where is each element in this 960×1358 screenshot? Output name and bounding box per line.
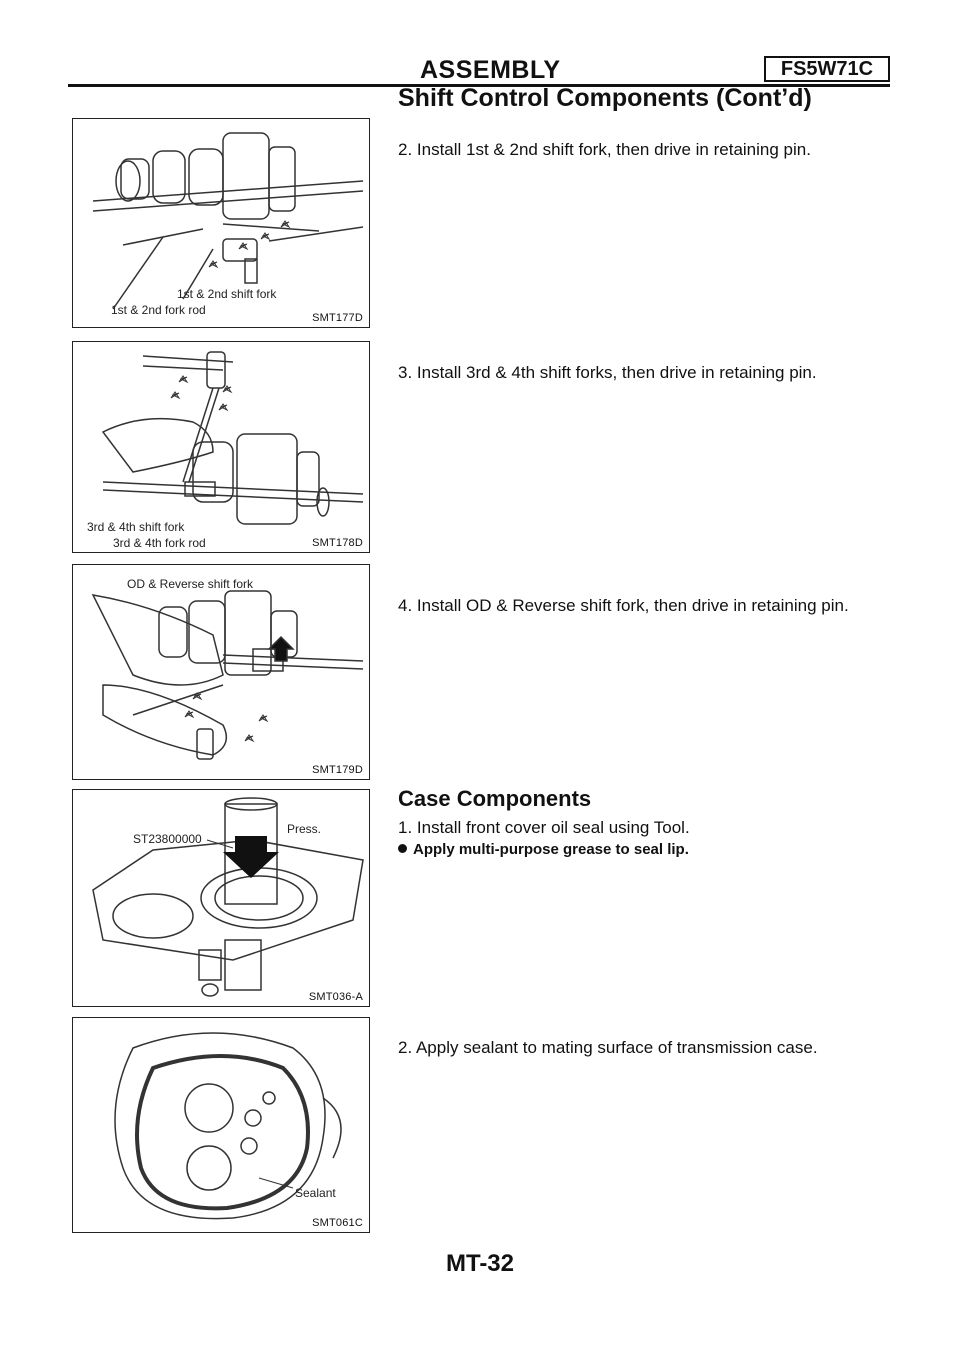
figure-label: Sealant bbox=[295, 1186, 336, 1200]
bullet-note bbox=[398, 841, 689, 858]
figure-label: 1st & 2nd fork rod bbox=[111, 303, 206, 317]
step-text: 2. Apply sealant to mating surface of transmission case. bbox=[398, 1038, 818, 1057]
figure-smt178d bbox=[72, 341, 370, 553]
step-text: 2. Install 1st & 2nd shift fork, then drive in retaining pin. bbox=[398, 140, 811, 159]
bullet-text: Apply multi-purpose grease to seal lip. bbox=[413, 841, 689, 858]
figure-smt179d bbox=[72, 564, 370, 780]
figure-code: SMT036-A bbox=[308, 991, 363, 1003]
section-header-title: ASSEMBLY bbox=[420, 56, 561, 84]
front-cover-seal-illustration bbox=[73, 790, 370, 1007]
section-title-case-components: Case Components bbox=[398, 786, 592, 811]
bullet-icon bbox=[398, 844, 407, 853]
figure-smt036-a bbox=[72, 789, 370, 1007]
figure-code: SMT178D bbox=[312, 537, 363, 549]
transmission-case-sealant-illustration bbox=[73, 1018, 370, 1233]
figure-code: SMT177D bbox=[312, 312, 363, 324]
step-text: 3. Install 3rd & 4th shift forks, then drive in retaining pin. bbox=[398, 363, 817, 382]
page-subtitle: Shift Control Components (Cont’d) bbox=[398, 84, 812, 112]
page-number: MT-32 bbox=[445, 1250, 514, 1277]
figure-code: SMT061C bbox=[312, 1217, 363, 1229]
figure-label: OD & Reverse shift fork bbox=[127, 577, 254, 591]
figure-smt061c bbox=[72, 1017, 370, 1233]
figure-smt177d bbox=[72, 118, 370, 328]
figure-label: 3rd & 4th fork rod bbox=[113, 536, 206, 550]
figure-label: 1st & 2nd shift fork bbox=[177, 287, 277, 301]
gearbox-illustration-3 bbox=[73, 565, 370, 780]
step-text: 1. Install front cover oil seal using Tool. bbox=[398, 818, 690, 837]
figure-label: 3rd & 4th shift fork bbox=[87, 520, 185, 534]
figure-label: ST23800000 bbox=[133, 832, 202, 846]
figure-code: SMT179D bbox=[312, 764, 363, 776]
step-text: 4. Install OD & Reverse shift fork, then drive in retaining pin. bbox=[398, 596, 849, 615]
figure-label: Press. bbox=[287, 822, 322, 836]
model-code-badge: FS5W71C bbox=[764, 56, 890, 82]
